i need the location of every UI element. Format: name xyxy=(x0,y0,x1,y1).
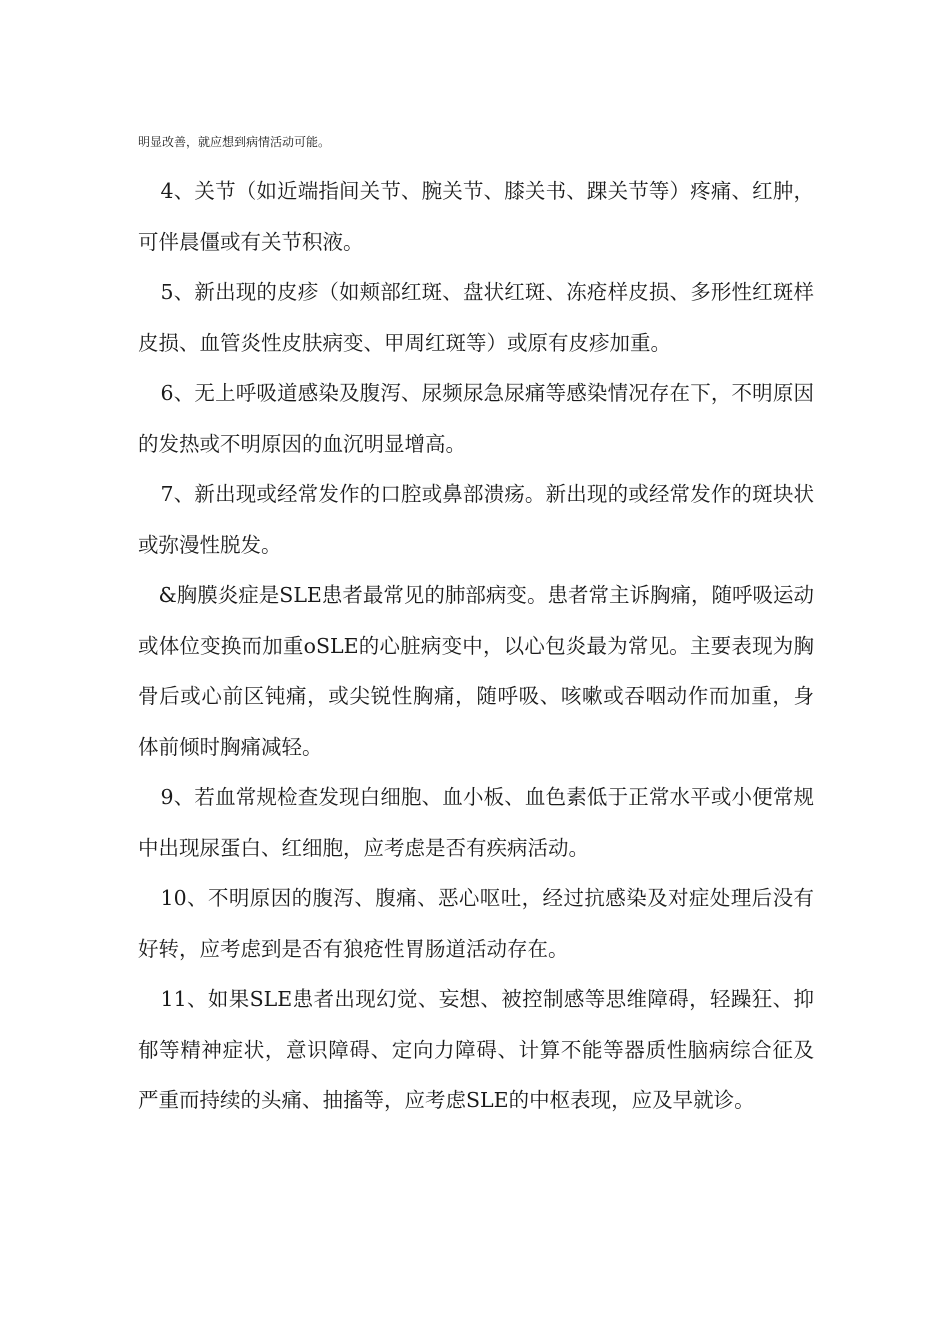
paragraph-item-7: 7、新出现或经常发作的口腔或鼻部溃疡。新出现的或经常发作的斑块状或弥漫性脱发。 xyxy=(138,482,814,557)
paragraph-item-9: 9、若血常规检查发现白细胞、血小板、血色素低于正常水平或小便常规中出现尿蛋白、红细胞，应考虑是否有疾病活动。 xyxy=(138,785,814,860)
paragraph-item-6: 6、无上呼吸道感染及腹泻、尿频尿急尿痛等感染情况存在下，不明原因的发热或不明原因的血沉明显增高。 xyxy=(138,381,814,456)
paragraph-item-10: 10、不明原因的腹泻、腹痛、恶心呕吐，经过抗感染及对症处理后没有好转，应考虑到是否有狼疮性胃肠道活动存在。 xyxy=(138,886,814,961)
document-body xyxy=(138,166,814,1126)
continuation-line: 明显改善，就应想到病情活动可能。 xyxy=(138,135,331,149)
paragraph-item-8: &胸膜炎症是SLE患者最常见的肺部病变。患者常主诉胸痛，随呼吸运动或体位变换而加重oSLE的心脏病变中，以心包炎最为常见。主要表现为胸骨后或心前区钝痛，或尖锐性胸痛，随呼吸、咳嗽或吞咽动作而加重，身体前倾时胸痛减轻。 xyxy=(138,583,814,759)
paragraph-item-4: 4、关节（如近端指间关节、腕关节、膝关书、踝关节等）疼痛、红肿，可伴晨僵或有关节积液。 xyxy=(138,179,814,254)
paragraph-item-5: 5、新出现的皮疹（如颊部红斑、盘状红斑、冻疮样皮损、多形性红斑样皮损、血管炎性皮肤病变、甲周红斑等）或原有皮疹加重。 xyxy=(138,280,814,355)
paragraph-item-11: 11、如果SLE患者出现幻觉、妄想、被控制感等思维障碍，轻躁狂、抑郁等精神症状，意识障碍、定向力障碍、计算不能等器质性脑病综合征及严重而持续的头痛、抽搐等，应考虑SLE的中枢表现，应及早就诊。 xyxy=(138,987,814,1112)
